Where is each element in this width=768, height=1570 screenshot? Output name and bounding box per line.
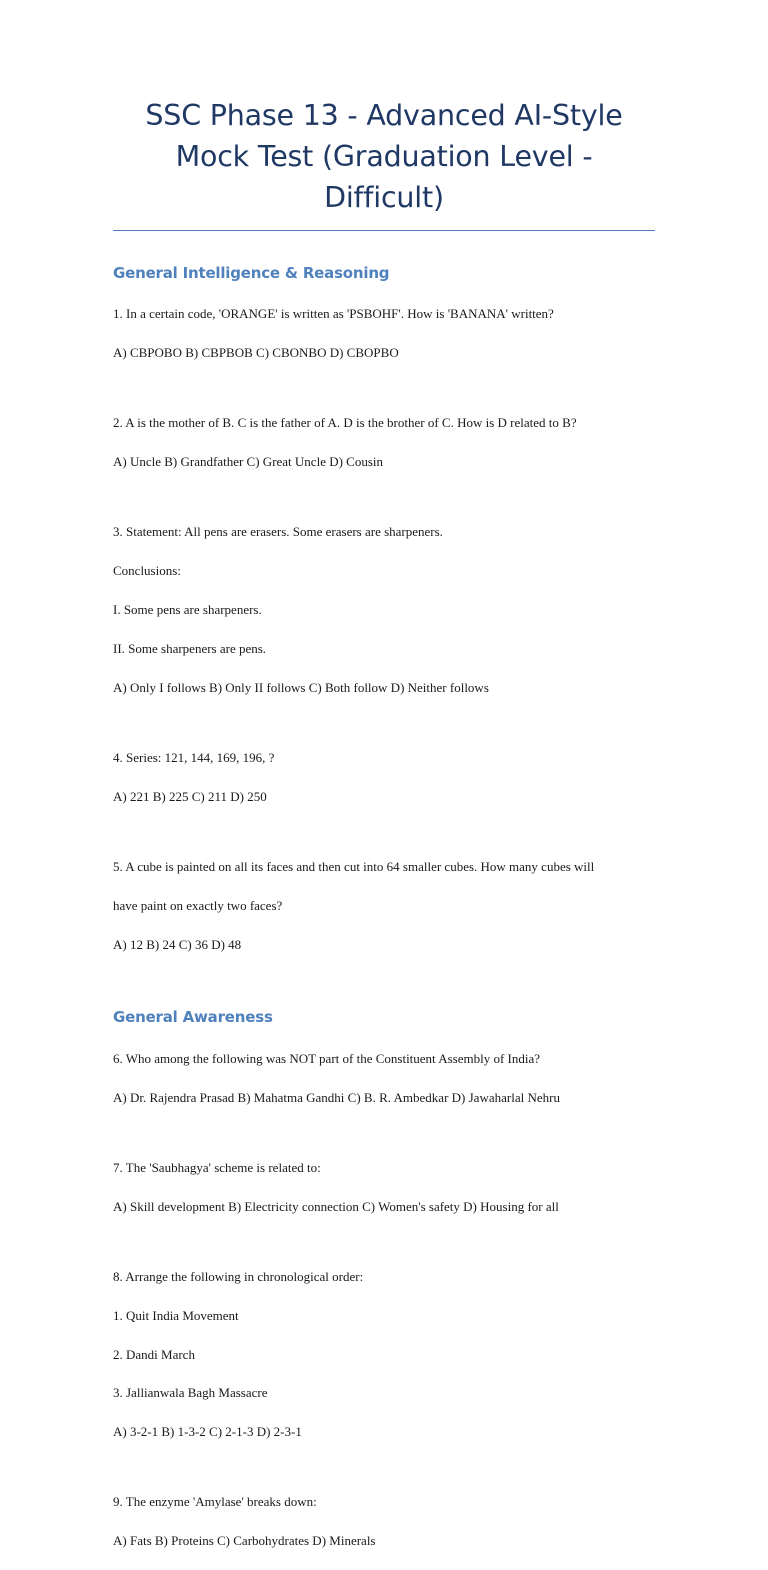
question-text-continued: have paint on exactly two faces?: [113, 897, 283, 913]
answer-options: A) Uncle B) Grandfather C) Great Uncle D) Cousin: [113, 454, 384, 470]
answer-options: A) Skill development B) Electricity connection C) Women's safety D) Housing for all: [113, 1198, 559, 1214]
question-subtext: 2. Dandi March: [113, 1346, 195, 1362]
question-text: 5. A cube is painted on all its faces and then cut into 64 smaller cubes. How many cubes will: [113, 858, 595, 874]
answer-options: A) 221 B) 225 C) 211 D) 250: [113, 788, 267, 804]
question-text: 7. The 'Saubhagya' scheme is related to:: [113, 1159, 321, 1175]
question-subtext: II. Some sharpeners are pens.: [113, 640, 267, 656]
question-2: [113, 394, 655, 491]
question-3: [113, 503, 655, 716]
answer-options: A) Dr. Rajendra Prasad B) Mahatma Gandhi C) B. R. Ambedkar D) Jawaharlal Nehru: [113, 1089, 560, 1105]
answer-options: A) 12 B) 24 C) 36 D) 48: [113, 936, 242, 952]
question-1: [113, 285, 655, 382]
question-subtext: 1. Quit India Movement: [113, 1307, 239, 1323]
question-text: 1. In a certain code, 'ORANGE' is written as 'PSBOHF'. How is 'BANANA' written?: [113, 306, 554, 322]
answer-options: A) Only I follows B) Only II follows C) Both follow D) Neither follows: [113, 679, 489, 695]
answer-options: A) Fats B) Proteins C) Carbohydrates D) Minerals: [113, 1533, 376, 1549]
question-text: 8. Arrange the following in chronological order:: [113, 1268, 364, 1284]
section-heading-awareness: General Awareness: [113, 1008, 273, 1027]
section-heading-reasoning: General Intelligence & Reasoning: [113, 264, 390, 282]
question-6: [113, 1029, 655, 1126]
question-text: 3. Statement: All pens are erasers. Some erasers are sharpeners.: [113, 524, 443, 540]
question-5: [113, 838, 655, 974]
answer-options: A) CBPOBO B) CBPBOB C) CBONBO D) CBOPBO: [113, 345, 399, 361]
document-page: [113, 0, 655, 1570]
question-7: [113, 1138, 655, 1235]
question-subtext: 3. Jallianwala Bagh Massacre: [113, 1385, 268, 1401]
question-text: 2. A is the mother of B. C is the father of A. D is the brother of C. How is D related to B?: [113, 415, 577, 431]
question-text: 6. Who among the following was NOT part of the Constituent Assembly of India?: [113, 1050, 541, 1066]
question-text: 9. The enzyme 'Amylase' breaks down:: [113, 1494, 317, 1510]
question-subtext: I. Some pens are sharpeners.: [113, 602, 262, 618]
question-text: 4. Series: 121, 144, 169, 196, ?: [113, 749, 275, 765]
question-8: [113, 1247, 655, 1460]
question-subtext: Conclusions:: [113, 563, 181, 579]
title-divider: [113, 230, 655, 231]
question-4: [113, 729, 655, 826]
answer-options: A) 3-2-1 B) 1-3-2 C) 2-1-3 D) 2-3-1: [113, 1424, 302, 1440]
document-title: SSC Phase 13 - Advanced AI-Style Mock Test (Graduation Level - Difficult): [145, 99, 623, 214]
question-9: [113, 1473, 655, 1570]
